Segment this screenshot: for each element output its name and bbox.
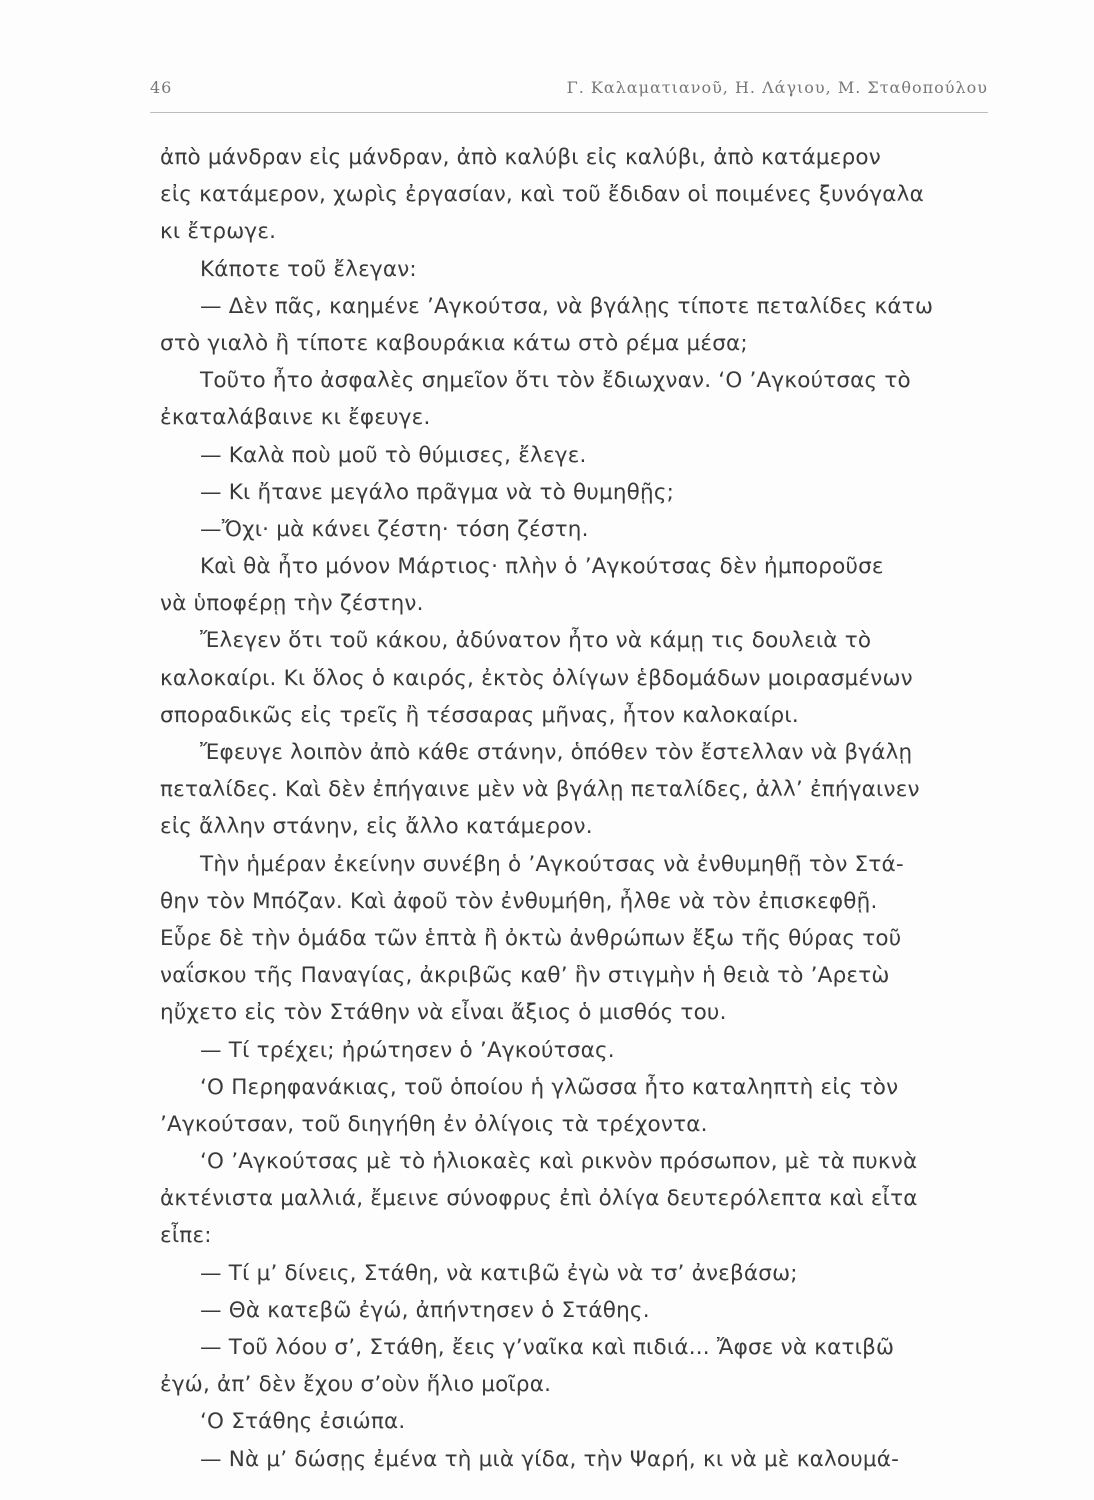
text-line: — Τί τρέχει; ἠρώτησεν ὁ ’Αγκούτσας. [200, 1037, 615, 1063]
text-line: σποραδικῶς εἰς τρεῖς ἢ τέσσαρας μῆνας, ἦτον καλοκαίρι. [160, 702, 799, 728]
text-line: νὰ ὑποφέρῃ τὴν ζέστην. [160, 591, 424, 617]
text-line: ἀπὸ μάνδραν εἰς μάνδραν, ἀπὸ καλύβι εἰς καλύβι, ἀπὸ κατάμερον [160, 145, 881, 170]
text-line: καλοκαίρι. Κι ὅλος ὁ καιρός, ἐκτὸς ὀλίγων ἑβδομάδων μοιρασμένων [160, 665, 913, 691]
text-line: Τοῦτο ἦτο ἀσφαλὲς σημεῖον ὅτι τὸν ἔδιωχναν. ‘Ο ’Αγκούτσας τὸ [200, 368, 911, 394]
text-line: ‘Ο Στάθης ἐσιώπα. [200, 1409, 406, 1435]
body-text [160, 139, 990, 1478]
running-head [150, 72, 988, 108]
text-line: —Ὄχι· μὰ κάνει ζέστη· τόση ζέστη. [200, 516, 589, 542]
header-rule [150, 112, 988, 113]
running-head-authors: Γ. Καλαματιανοῦ, Η. Λάγιου, Μ. Σταθοπούλου [566, 78, 988, 97]
text-line: ‘Ο ’Αγκούτσας μὲ τὸ ἡλιοκαὲς καὶ ρικνὸν πρόσωπον, μὲ τὰ πυκνὰ [200, 1149, 918, 1175]
text-line: — Κι ἤτανε μεγάλο πρᾶγμα νὰ τὸ θυμηθῇς; [200, 479, 675, 505]
text-line: ’Αγκούτσαν, τοῦ διηγήθη ἐν ὀλίγοις τὰ τρέχοντα. [160, 1111, 708, 1137]
text-line: Ἔλεγεν ὅτι τοῦ κάκου, ἀδύνατον ἦτο νὰ κάμῃ τις δουλειὰ τὸ [200, 628, 872, 654]
text-line: — Τοῦ λόου σ’, Στάθη, ἔεις γ’ναῖκα καὶ πιδιά... Ἄφσε νὰ κατιβῶ [200, 1335, 895, 1360]
text-line: κι ἔτρωγε. [160, 219, 277, 245]
text-line: — Δὲν πᾶς, καημένε ’Αγκούτσα, νὰ βγάλῃς τίποτε πεταλίδες κάτω [200, 293, 934, 319]
text-line: — Θὰ κατεβῶ ἐγώ, ἀπήντησεν ὁ Στάθης. [200, 1297, 650, 1323]
text-line: Ἔφευγε λοιπὸν ἀπὸ κάθε στάνην, ὁπόθεν τὸν ἔστελλαν νὰ βγάλῃ [200, 740, 913, 765]
text-line: ηὔχετο εἰς τὸν Στάθην νὰ εἶναι ἄξιος ὁ μισθός του. [160, 1000, 727, 1026]
page-number: 46 [150, 78, 173, 97]
text-line: εἶπε: [160, 1223, 212, 1249]
text-line: πεταλίδες. Καὶ δὲν ἐπήγαινε μὲν νὰ βγάλῃ πεταλίδες, ἀλλ’ ἐπήγαινεν [160, 777, 920, 803]
text-line: — Νὰ μ’ δώσῃς ἐμένα τὴ μιὰ γίδα, τὴν Ψαρή, κι νὰ μὲ καλουμά- [200, 1446, 900, 1472]
text-line: — Καλὰ ποὺ μοῦ τὸ θύμισες, ἔλεγε. [200, 442, 587, 468]
text-line: ἐγώ, ἀπ’ δὲν ἔχου σ’οὺν ἥλιο μοῖρα. [160, 1372, 552, 1398]
text-line: Κάποτε τοῦ ἔλεγαν: [200, 256, 417, 282]
text-line: στὸ γιαλὸ ἢ τίποτε καβουράκια κάτω στὸ ρέμα μέσα; [160, 330, 748, 356]
text-line: Τὴν ἡμέραν ἐκείνην συνέβη ὁ ’Αγκούτσας νὰ ἐνθυμηθῇ τὸν Στά- [200, 851, 904, 877]
text-line: ‘Ο Περηφανάκιας, τοῦ ὁποίου ἡ γλῶσσα ἦτο καταληπτὴ εἰς τὸν [200, 1074, 899, 1100]
text-line: θην τὸν Μπόζαν. Καὶ ἀφοῦ τὸν ἐνθυμήθη, ἦλθε νὰ τὸν ἐπισκεφθῇ. [160, 888, 878, 914]
text-line: ναΐσκου τῆς Παναγίας, ἀκριβῶς καθ’ ἣν στιγμὴν ἡ θειὰ τὸ ’Αρετὼ [160, 963, 890, 989]
text-line: Καὶ θὰ ἦτο μόνον Μάρτιος· πλὴν ὁ ’Αγκούτσας δὲν ἠμποροῦσε [200, 554, 884, 580]
text-line: ἐκαταλάβαινε κι ἔφευγε. [160, 405, 431, 431]
text-line: — Τί μ’ δίνεις, Στάθη, νὰ κατιβῶ ἐγὼ νὰ τσ’ ἀνεβάσω; [200, 1260, 798, 1286]
text-line: ἀκτένιστα μαλλιά, ἔμεινε σύνοφρυς ἐπὶ ὀλίγα δευτερόλεπτα καὶ εἶτα [160, 1186, 918, 1212]
text-line: εἰς κατάμερον, χωρὶς ἐργασίαν, καὶ τοῦ ἔδιδαν οἱ ποιμένες ξυνόγαλα [160, 182, 924, 208]
text-line: Εὗρε δὲ τὴν ὁμάδα τῶν ἑπτὰ ἢ ὀκτὼ ἀνθρώπων ἔξω τῆς θύρας τοῦ [160, 925, 902, 951]
text-line: εἰς ἄλλην στάνην, εἰς ἄλλο κατάμερον. [160, 814, 593, 840]
